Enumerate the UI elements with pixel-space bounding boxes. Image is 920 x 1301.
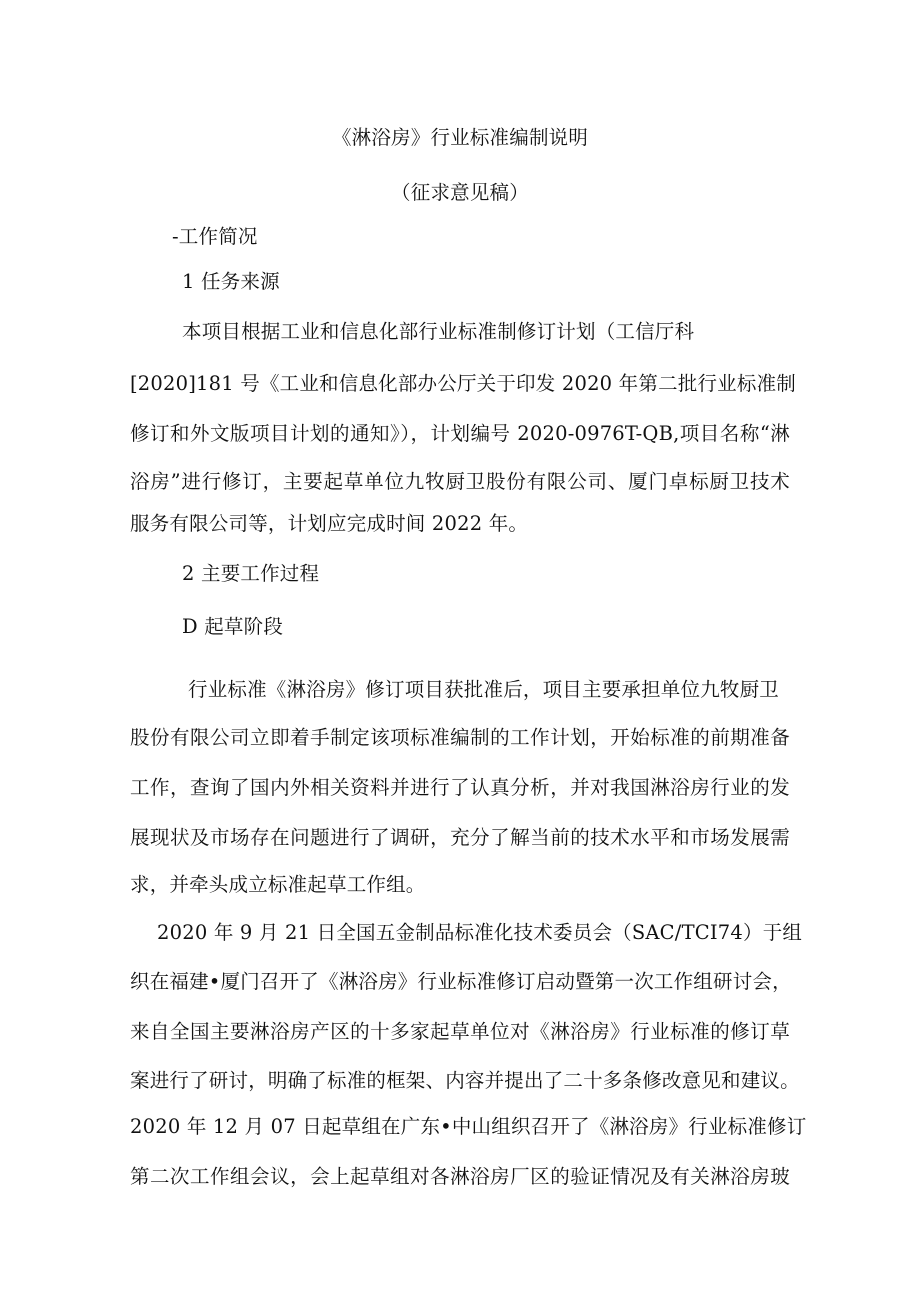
document-subtitle: （征求意见稿） (391, 181, 529, 204)
paragraph-line: 第二次工作组会议，会上起草组对各淋浴房厂区的验证情况及有关淋浴房玻 (130, 1165, 790, 1188)
paragraph-line: 求，并牵头成立标准起草工作组。 (130, 873, 426, 896)
paragraph-line: 修订和外文版项目计划的通知》），计划编号 2020-0976T-QB,项目名称“淋 (130, 422, 790, 445)
subsection-heading-task-source: 1 任务来源 (182, 270, 280, 293)
subsection-heading-work-process: 2 主要工作过程 (182, 562, 320, 585)
paragraph-line: [2020]181 号《工业和信息化部办公厅关于印发 2020 年第二批行业标准制 (130, 372, 796, 395)
document-title: 《淋浴房》行业标准编制说明 (331, 126, 589, 149)
paragraph-line: 行业标准《淋浴房》修订项目获批准后，项目主要承担单位九牧厨卫 (188, 678, 780, 701)
paragraph-line: 来自全国主要淋浴房产区的十多家起草单位对《淋浴房》行业标准的修订草 (130, 1020, 790, 1043)
stage-heading-drafting: D 起草阶段 (182, 615, 284, 638)
paragraph-line: 2020 年 9 月 21 日全国五金制品标准化技术委员会（SAC/TCI74）于组 (157, 921, 803, 944)
paragraph-line: 服务有限公司等，计划应完成时间 2022 年。 (130, 512, 529, 535)
paragraph-line: 案进行了研讨，明确了标准的框架、内容并提出了二十多条修改意见和建议。 (130, 1069, 800, 1092)
paragraph-line: 本项目根据工业和信息化部行业标准制修订计划（工信厅科 (182, 320, 695, 343)
paragraph-line: 织在福建•厦门召开了《淋浴房》行业标准修订启动暨第一次工作组研讨会， (130, 970, 792, 993)
paragraph-line: 2020 年 12 月 07 日起草组在广东•中山组织召开了《淋浴房》行业标准修订 (130, 1115, 807, 1138)
paragraph-line: 股份有限公司立即着手制定该项标准编制的工作计划，开始标准的前期准备 (130, 726, 790, 749)
paragraph-line: 展现状及市场存在问题进行了调研，充分了解当前的技术水平和市场发展需 (130, 826, 790, 849)
paragraph-line: 浴房”进行修订，主要起草单位九牧厨卫股份有限公司、厦门卓标厨卫技术 (130, 470, 790, 493)
paragraph-line: 工作，查询了国内外相关资料并进行了认真分析，并对我国淋浴房行业的发 (130, 776, 790, 799)
section-heading-work-overview: -工作简况 (172, 225, 258, 248)
